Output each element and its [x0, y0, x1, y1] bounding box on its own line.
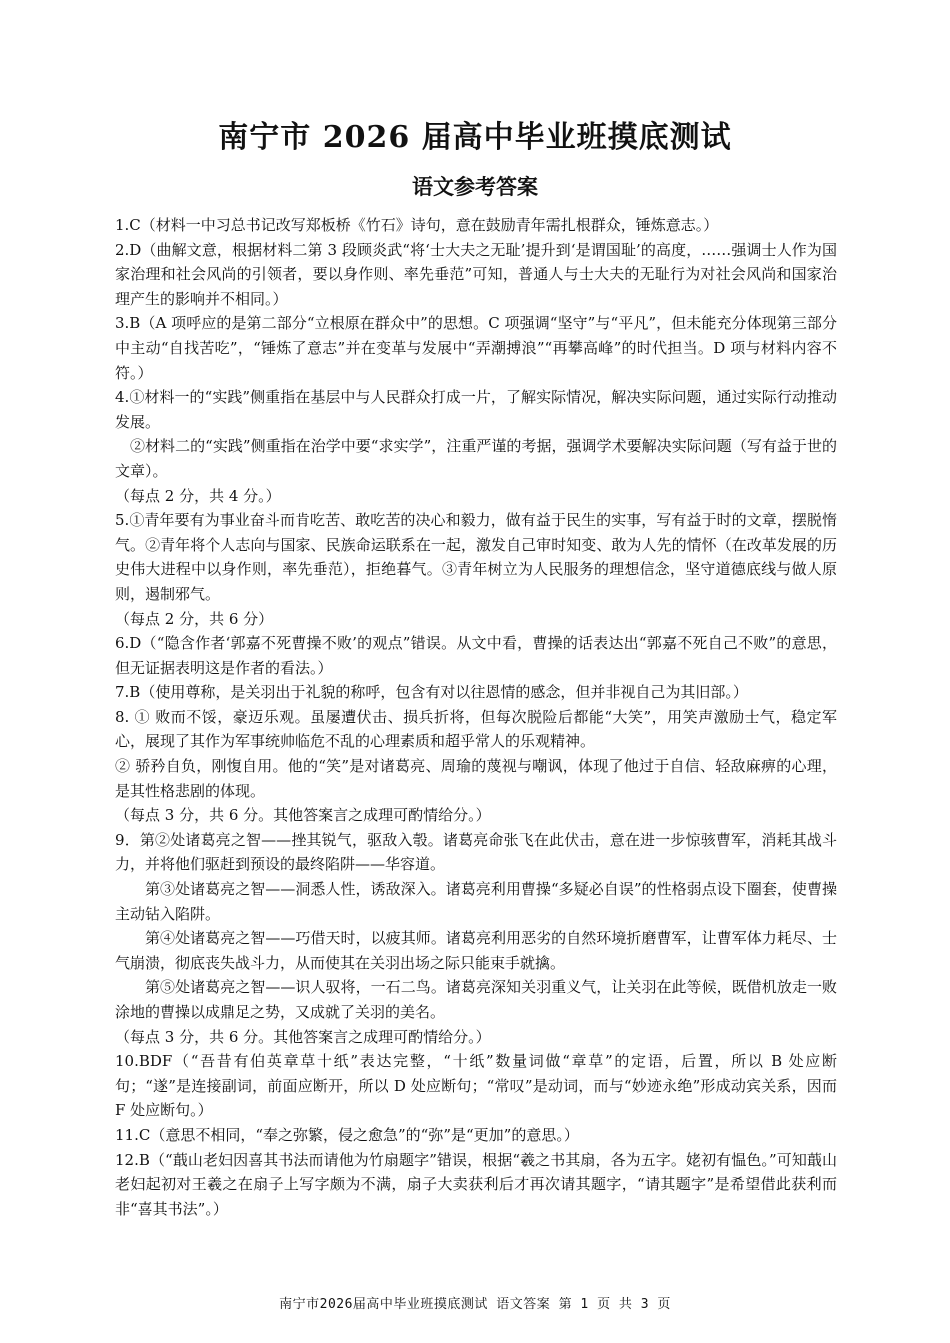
answer-9-point-5: 第⑤处诸葛亮之智——识人驭将，一石二鸟。诸葛亮深知关羽重义气，让关羽在此等候，既借机放走一败涂地的曹操以成鼎足之势，又成就了关羽的美名。 [115, 978, 837, 1021]
document-subtitle: 语文参考答案 [412, 174, 538, 199]
answer-4-point-2: ②材料二的“实践”侧重指在治学中要“求实学”，注重严谨的考据，强调学术要解决实际问题（写有益于世的文章）。 [115, 437, 837, 480]
answer-content [115, 213, 837, 1221]
answer-8-scoring: （每点 3 分，共 6 分。其他答案言之成理可酌情给分。） [115, 806, 491, 825]
answer-3: 3.B（A 项呼应的是第二部分“立根原在群众中”的思想。C 项强调“坚守”与“平凡”，但未能充分体现第三部分中主动“自找苦吃”，“锤炼了意志”并在变革与发展中“弄潮搏浪”“再攀高峰”的时代担当。D 项与材料内容不符。） [115, 314, 837, 382]
answer-1: 1.C（材料一中习总书记改写郑板桥《竹石》诗句，意在鼓励青年需扎根群众，锤炼意志。） [115, 216, 719, 234]
answer-9-point-2: 9．第②处诸葛亮之智——挫其锐气，驱敌入彀。诸葛亮命张飞在此伏击，意在进一步惊骇曹军，消耗其战斗力，并将他们驱赶到预设的最终陷阱——华容道。 [115, 830, 837, 874]
answer-6: 6.D（“隐含作者‘郭嘉不死曹操不败’的观点”错误。从文中看，曹操的话表达出“郭嘉不死自己不败”的意思，但无证据表明这是作者的看法。） [115, 634, 837, 677]
answer-10: 10.BDF（“吾昔有伯英章草十纸”表达完整，“十纸”数量词做“章草”的定语，后置，所以 B 处应断句；“遂”是连接副词，前面应断开，所以 D 处应断句；“常叹”是动词，而与“妙迹永绝”形成动宾关系，因而 F 处应断句。） [115, 1052, 837, 1120]
answer-4-scoring: （每点 2 分，共 4 分。） [115, 486, 281, 505]
answer-11: 11.C（意思不相同，“奉之弥繁，侵之愈急”的“弥”是“更加”的意思。） [115, 1125, 579, 1144]
answer-4-point-1: 4.①材料一的“实践”侧重指在基层中与人民群众打成一片，了解实际情况，解决实际问题，通过实际行动推动发展。 [115, 388, 837, 431]
answer-5: 5.①青年要有为事业奋斗而肯吃苦、敢吃苦的决心和毅力，做有益于民生的实事，写有益于时的文章，摆脱惰气。②青年将个人志向与国家、民族命运联系在一起，激发自己审时知变、敢为人先的情怀（在改革发展的历史伟大进程中以身作则，率先垂范），拒绝暮气。③青年树立为人民服务的理想信念，坚守道德底线与做人原则，遏制邪气。 [115, 511, 837, 603]
answer-9-scoring: （每点 3 分，共 6 分。其他答案言之成理可酌情给分。） [115, 1027, 491, 1046]
answer-9-point-3: 第③处诸葛亮之智——洞悉人性，诱敌深入。诸葛亮利用曹操“多疑必自误”的性格弱点设下圈套，使曹操主动钻入陷阱。 [115, 880, 837, 923]
answer-8-point-2: ② 骄矜自负，刚愎自用。他的“笑”是对诸葛亮、周瑜的蔑视与嘲讽，体现了他过于自信、轻敌麻痹的心理，是其性格悲剧的体现。 [115, 757, 837, 800]
document-title: 南宁市 2026 届高中毕业班摸底测试 [218, 120, 732, 155]
answer-9-point-4: 第④处诸葛亮之智——巧借天时，以疲其师。诸葛亮利用恶劣的自然环境折磨曹军，让曹军体力耗尽、士气崩溃，彻底丧失战斗力，从而使其在关羽出场之际只能束手就擒。 [115, 929, 837, 972]
page-footer: 南宁市2026届高中毕业班摸底测试 语文答案 第 1 页 共 3 页 [279, 1297, 671, 1312]
answer-2: 2.D（曲解文意，根据材料二第 3 段顾炎武“将‘士大夫之无耻’提升到‘是谓国耻’的高度，……强调士人作为国家治理和社会风尚的引领者，要以身作则、率先垂范”可知，普通人与士大夫的无耻行为对社会风尚和国家治理产生的影响并不相同。） [115, 240, 837, 308]
answer-12: 12.B（“蕺山老妇因喜其书法而请他为竹扇题字”错误，根据“羲之书其扇，各为五字。姥初有愠色。”可知蕺山老妇起初对王羲之在扇子上写字颇为不满，扇子大卖获利后才再次请其题字，“请其题字”是希望借此获利而非“喜其书法”。） [115, 1150, 837, 1218]
answer-5-scoring: （每点 2 分，共 6 分） [115, 609, 274, 628]
answer-8-point-1: 8. ① 败而不馁，豪迈乐观。虽屡遭伏击、损兵折将，但每次脱险后都能“大笑”，用笑声激励士气，稳定军心，展现了其作为军事统帅临危不乱的心理素质和超乎常人的乐观精神。 [115, 707, 837, 751]
answer-7: 7.B（使用尊称，是关羽出于礼貌的称呼，包含有对以往恩情的感念，但并非视自己为其旧部。） [115, 683, 748, 702]
